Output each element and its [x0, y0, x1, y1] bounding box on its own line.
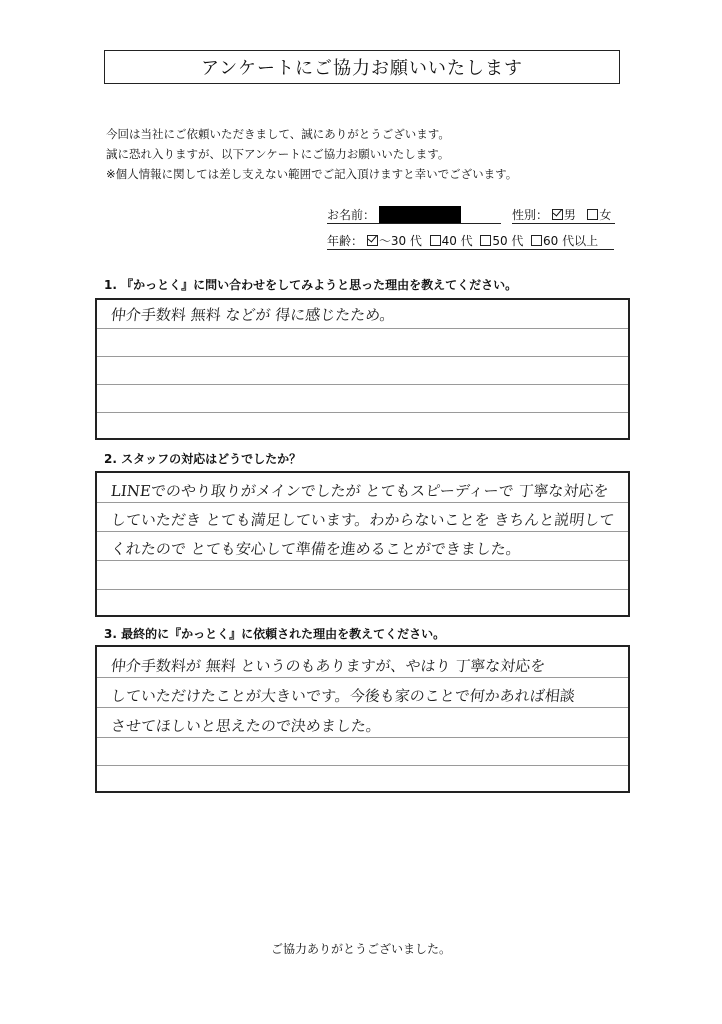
- age-label: 年齢：: [327, 234, 364, 248]
- answer-3-line-2: していただけたことが大きいです。今後も家のことで何かあれば相談: [110, 687, 576, 705]
- gender-male-checkbox[interactable]: [552, 209, 563, 220]
- answer-box-2[interactable]: [95, 471, 630, 617]
- answer-2-line-2: していただき とても満足しています。わからないことを きちんと説明して: [110, 511, 616, 529]
- answer-box-1[interactable]: [95, 298, 630, 440]
- age-40s-checkbox[interactable]: [430, 235, 441, 246]
- ruled-line: [97, 384, 628, 385]
- answer-3-line-1: 仲介手数料が 無料 というのもありますが、やはり 丁寧な対応を: [110, 657, 547, 675]
- question-2-label: 2. スタッフの対応はどうでしたか？: [104, 452, 302, 466]
- ruled-line: [97, 737, 628, 738]
- ruled-line: [97, 356, 628, 357]
- age-option-label: 60 代以上: [543, 234, 599, 248]
- ruled-line: [97, 707, 628, 708]
- answer-2-line-3: くれたので とても安心して準備を進めることができました。: [110, 540, 522, 558]
- name-field[interactable]: [327, 206, 501, 224]
- answer-3-line-3: させてほしいと思えたので決めました。: [110, 717, 382, 735]
- gender-row: [512, 206, 615, 224]
- ruled-line: [97, 531, 628, 532]
- ruled-line: [97, 502, 628, 503]
- ruled-line: [97, 677, 628, 678]
- age-60plus-checkbox[interactable]: [531, 235, 542, 246]
- name-row: [327, 206, 501, 224]
- gender-female-checkbox[interactable]: [587, 209, 598, 220]
- answer-1-line-1: 仲介手数料 無料 などが 得に感じたため。: [110, 306, 396, 324]
- age-option-label: 50 代: [492, 234, 524, 248]
- ruled-line: [97, 560, 628, 561]
- ruled-line: [97, 328, 628, 329]
- name-redaction: [379, 206, 461, 223]
- question-1-label: 1. 『かっとく』に問い合わせをしてみようと思った理由を教えてください。: [104, 278, 518, 292]
- ruled-line: [97, 412, 628, 413]
- name-label: お名前：: [327, 208, 376, 222]
- age-50s-checkbox[interactable]: [480, 235, 491, 246]
- intro-line: 今回は当社にご依頼いただきまして、誠にありがとうございます。: [106, 127, 450, 141]
- intro-line: 誠に恐れ入りますが、以下アンケートにご協力お願いいたします。: [106, 147, 450, 161]
- age-option-label: ～30 代: [378, 234, 422, 248]
- ruled-line: [97, 765, 628, 766]
- answer-box-3[interactable]: [95, 645, 630, 793]
- question-3-label: 3. 最終的に『かっとく』に依頼された理由を教えてください。: [104, 627, 446, 641]
- thank-you-footer: ご協力ありがとうございました。: [270, 942, 451, 956]
- intro-text: [106, 124, 517, 184]
- gender-male-label: 男: [563, 208, 576, 222]
- gender-female-label: 女: [599, 208, 612, 222]
- intro-line: ※個人情報に関しては差し支えない範囲でご記入頂けますと幸いでございます。: [106, 167, 518, 181]
- age-row: [327, 232, 614, 250]
- ruled-line: [97, 589, 628, 590]
- answer-2-line-1: LINEでのやり取りがメインでしたが とてもスピーディーで 丁寧な対応を: [110, 482, 610, 500]
- age-under30-checkbox[interactable]: [367, 235, 378, 246]
- gender-label: 性別：: [512, 208, 549, 222]
- age-option-label: 40 代: [441, 234, 473, 248]
- survey-title: アンケートにご協力お願いいたします: [104, 50, 620, 84]
